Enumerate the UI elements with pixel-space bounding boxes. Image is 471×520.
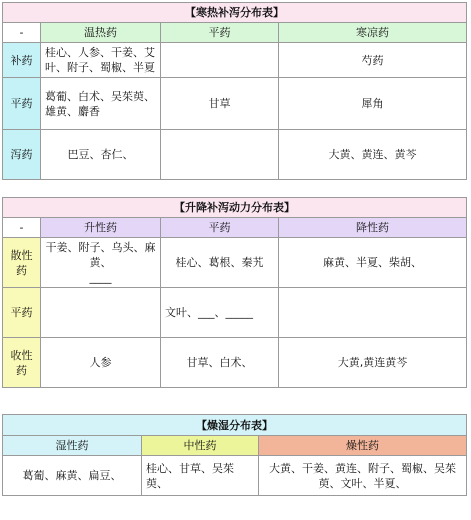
cell-cold: 芍药 (279, 43, 467, 78)
row-label: 收性药 (3, 338, 41, 388)
header-descending: 降性药 (279, 218, 467, 238)
row-label: 泻药 (3, 130, 41, 180)
cell-dry: 大黄、干姜、黄连、附子、蜀椒、吴茱萸、文叶、半夏、 (259, 456, 467, 496)
cell-mid: 桂心、甘草、吴茱萸、 (142, 456, 259, 496)
header-ascending: 升性药 (41, 218, 161, 238)
cell-warm: 葛葡、白术、吴茱萸、雄黄、麝香 (41, 78, 161, 130)
table-title: 【升降补泻动力分布表】 (3, 198, 467, 218)
row-label: 补药 (3, 43, 41, 78)
cell-descending: 麻黄、半夏、柴胡、 (279, 238, 467, 288)
table-row (3, 338, 467, 388)
table-row (3, 238, 467, 288)
cell-ascending: 人参 (41, 338, 161, 388)
header-warm: 温热药 (41, 23, 161, 43)
row-label: 平药 (3, 78, 41, 130)
cell-cold: 大黄、黄连、黄芩 (279, 130, 467, 180)
ascend-descend-force-table (2, 197, 467, 388)
cell-descending: 大黄,黄连黄芩 (279, 338, 467, 388)
table-row (3, 456, 467, 496)
cell-cold: 犀角 (279, 78, 467, 130)
corner-cell: - (3, 23, 41, 43)
cell-neutral (161, 43, 279, 78)
cell-ascending (41, 288, 161, 338)
table-row (3, 43, 467, 78)
header-neutral: 平药 (161, 218, 279, 238)
cell-neutral (161, 130, 279, 180)
cell-ascending-extra: ____ (89, 271, 112, 284)
cell-neutral: 文叶、___、_____ (161, 288, 279, 338)
cell-warm: 桂心、人参、干姜、艾叶、附子、蜀椒、半夏 (41, 43, 161, 78)
header-wet: 湿性药 (3, 436, 142, 456)
table-row (3, 288, 467, 338)
table-row (3, 130, 467, 180)
cell-neutral: 甘草、白术、 (161, 338, 279, 388)
cell-ascending-text: 干姜、附子、乌头、麻黄、 (45, 241, 156, 269)
dry-wet-table (2, 414, 467, 496)
header-neutral: 平药 (161, 23, 279, 43)
header-cold: 寒凉药 (279, 23, 467, 43)
cell-wet: 葛葡、麻黄、扁豆、 (3, 456, 142, 496)
header-mid: 中性药 (142, 436, 259, 456)
row-label: 散性药 (3, 238, 41, 288)
cell-warm: 巴豆、杏仁、 (41, 130, 161, 180)
table-title: 【寒热补泻分布表】 (3, 3, 467, 23)
cell-neutral: 甘草 (161, 78, 279, 130)
table-title: 【燥湿分布表】 (3, 415, 467, 436)
cold-heat-tonify-purge-table (2, 2, 467, 180)
header-dry: 燥性药 (259, 436, 467, 456)
cell-ascending (41, 238, 161, 288)
cell-neutral: 桂心、葛根、秦艽 (161, 238, 279, 288)
corner-cell: - (3, 218, 41, 238)
row-label: 平药 (3, 288, 41, 338)
cell-descending (279, 288, 467, 338)
table-row (3, 78, 467, 130)
